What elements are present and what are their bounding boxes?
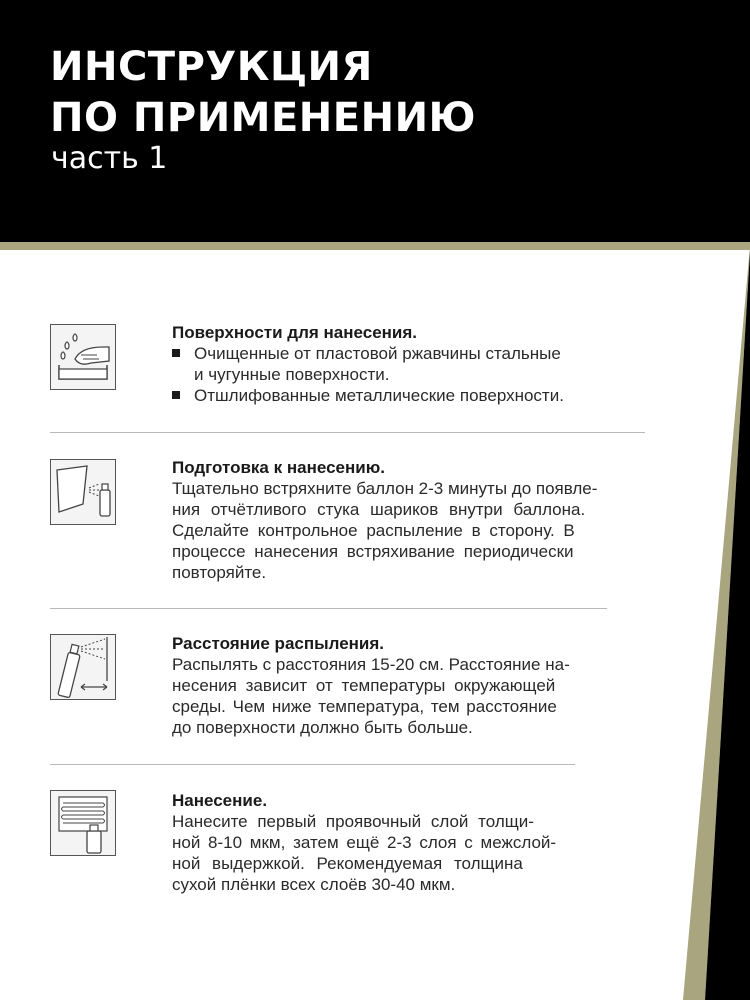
bullet-item-continuation: и чугунные поверхности. [194, 365, 390, 384]
bullet-item: Отшлифованные металлические поверхности. [172, 385, 564, 406]
paragraph-line: процессе нанесения встряхивание периодически [172, 542, 574, 561]
section-divider [50, 764, 575, 765]
spray-distance-icon [50, 634, 116, 700]
diagonal-olive-stripe [683, 246, 750, 1000]
paragraph-line: до поверхности должно быть больше. [172, 718, 473, 737]
section-heading: Поверхности для нанесения. [172, 323, 418, 342]
page-subtitle: часть 1 [51, 141, 168, 176]
header-olive-band [0, 242, 750, 250]
paragraph-line: ной выдержкой. Рекомендуемая толщина [172, 854, 523, 873]
bullet-item: Очищенные от пластовой ржавчины стальные [172, 343, 561, 364]
section-heading: Расстояние распыления. [172, 634, 385, 653]
paragraph-line: Нанесите первый проявочный слой толщи- [172, 812, 534, 831]
paragraph-line: ной 8-10 мкм, затем ещё 2-3 слоя с межслой- [172, 833, 557, 852]
section-divider [50, 432, 645, 433]
title-line-1: ИНСТРУКЦИЯ [50, 44, 373, 90]
bullet-square-icon [172, 349, 180, 357]
diagonal-black-wedge [705, 252, 750, 1000]
paragraph-line: Сделайте контрольное распыление в сторону. В [172, 521, 575, 540]
paragraph-line: Распылять с расстояния 15-20 см. Расстояние на- [172, 655, 570, 674]
paragraph-line: Тщательно встряхните баллон 2-3 минуты до появле- [172, 479, 598, 498]
section-heading: Нанесение. [172, 791, 268, 810]
header-banner [0, 0, 750, 242]
washing-hands-icon [50, 324, 116, 390]
section-divider [50, 608, 607, 609]
bullet-square-icon [172, 391, 180, 399]
paragraph-line: повторяйте. [172, 563, 267, 582]
paragraph-line: сухой плёнки всех слоёв 30-40 мкм. [172, 875, 456, 894]
paragraph-line: среды. Чем ниже температура, тем расстояние [172, 697, 557, 716]
title-line-2: ПО ПРИМЕНЕНИЮ [50, 95, 477, 141]
paragraph-line: несения зависит от температуры окружающей [172, 676, 556, 695]
paragraph-line: ния отчётливого стука шариков внутри баллона. [172, 500, 586, 519]
spray-layers-icon [50, 790, 116, 856]
section-heading: Подготовка к нанесению. [172, 458, 385, 477]
page-title [50, 42, 476, 144]
spray-shaking-icon [50, 459, 116, 525]
